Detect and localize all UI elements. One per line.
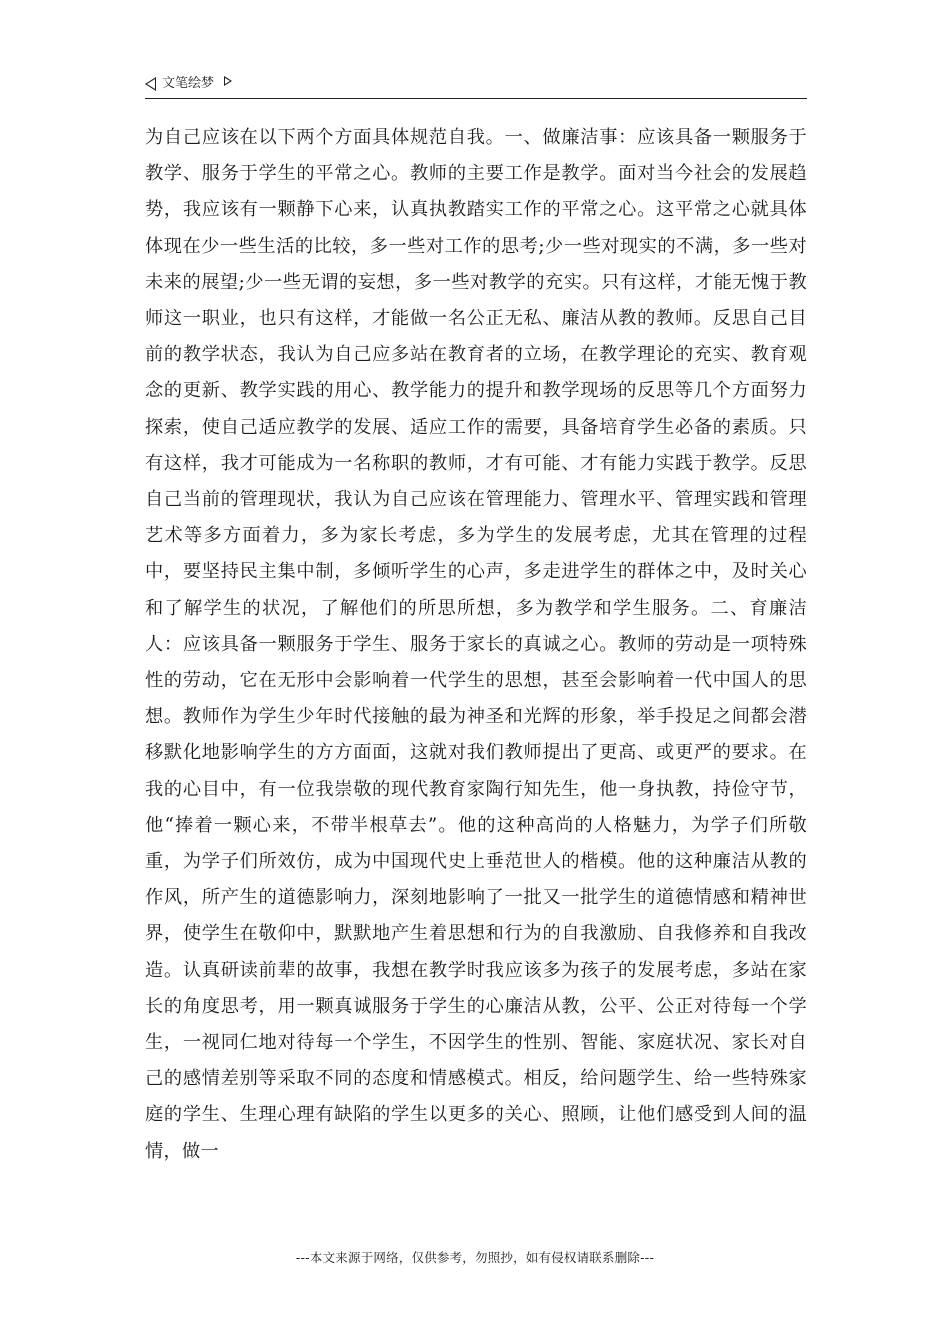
triangle-left-icon	[145, 77, 156, 91]
header-brand	[145, 74, 232, 94]
triangle-right-icon	[224, 76, 232, 86]
brand-label: 文笔绘梦	[162, 76, 215, 91]
footer-notice: ---本文来源于网络，仅供参考，勿照抄，如有侵权请联系删除---	[295, 1250, 655, 1265]
document-body-text: 为自己应该在以下两个方面具体规范自我。一、做廉洁事：应该具备一颗服务于教学、服务于学生的平常之心。教师的主要工作是教学。面对当今社会的发展趋势，我应该有一颗静下心来，认真执教踏实工作的平常之心。这平常之心就具体体现在少一些生活的比较，多一些对工作的思考;少一些对现实的不满，多一些对未来的展望;少一些无谓的妄想，多一些对教学的充实。只有这样，才能无愧于教师这一职业，也只有这样，才能做一名公正无私、廉洁从教的教师。反思自己目前的教学状态，我认为自己应多站在教育者的立场，在教学理论的充实、教育观念的更新、教学实践的用心、教学能力的提升和教学现场的反思等几个方面努力探索，使自己适应教学的发展、适应工作的需要，具备培育学生必备的素质。只有这样，我才可能成为一名称职的教师，才有可能、才有能力实践于教学。反思自己当前的管理现状，我认为自己应该在管理能力、管理水平、管理实践和管理艺术等多方面着力，多为家长考虑，多为学生的发展考虑，尤其在管理的过程中，要坚持民主集中制，多倾听学生的心声，多走进学生的群体之中，及时关心和了解学生的状况，了解他们的所思所想，多为教学和学生服务。二、育廉洁人：应该具备一颗服务于学生、服务于家长的真诚之心。教师的劳动是一项特殊性的劳动，它在无形中会影响着一代学生的思想，甚至会影响着一代中国人的思想。教师作为学生少年时代接触的最为神圣和光辉的形象，举手投足之间都会潜移默化地影响学生的方方面面，这就对我们教师提出了更高、或更严的要求。在我的心目中，有一位我崇敬的现代教育家陶行知先生，他一身执教，持俭守节，他“捧着一颗心来，不带半根草去”。他的这种高尚的人格魅力，为学子们所敬重，为学子们所效仿，成为中国现代史上垂范世人的楷模。他的这种廉洁从教的作风，所产生的道德影响力，深刻地影响了一批又一批学生的道德情感和精神世界，使学生在敬仰中，默默地产生着思想和行为的自我激励、自我修养和自我改造。认真研读前辈的故事，我想在教学时我应该多为孩子的发展考虑，多站在家长的角度思考，用一颗真诚服务于学生的心廉洁从教，公平、公正对待每一个学生，一视同仁地对待每一个学生，不因学生的性别、智能、家庭状况、家长对自己的感情差别等采取不同的态度和情感模式。相反，给问题学生、给一些特殊家庭的学生、生理心理有缺陷的学生以更多的关心、照顾，让他们感受到人间的温情，做一	[145, 127, 807, 1162]
page-header	[145, 74, 807, 99]
